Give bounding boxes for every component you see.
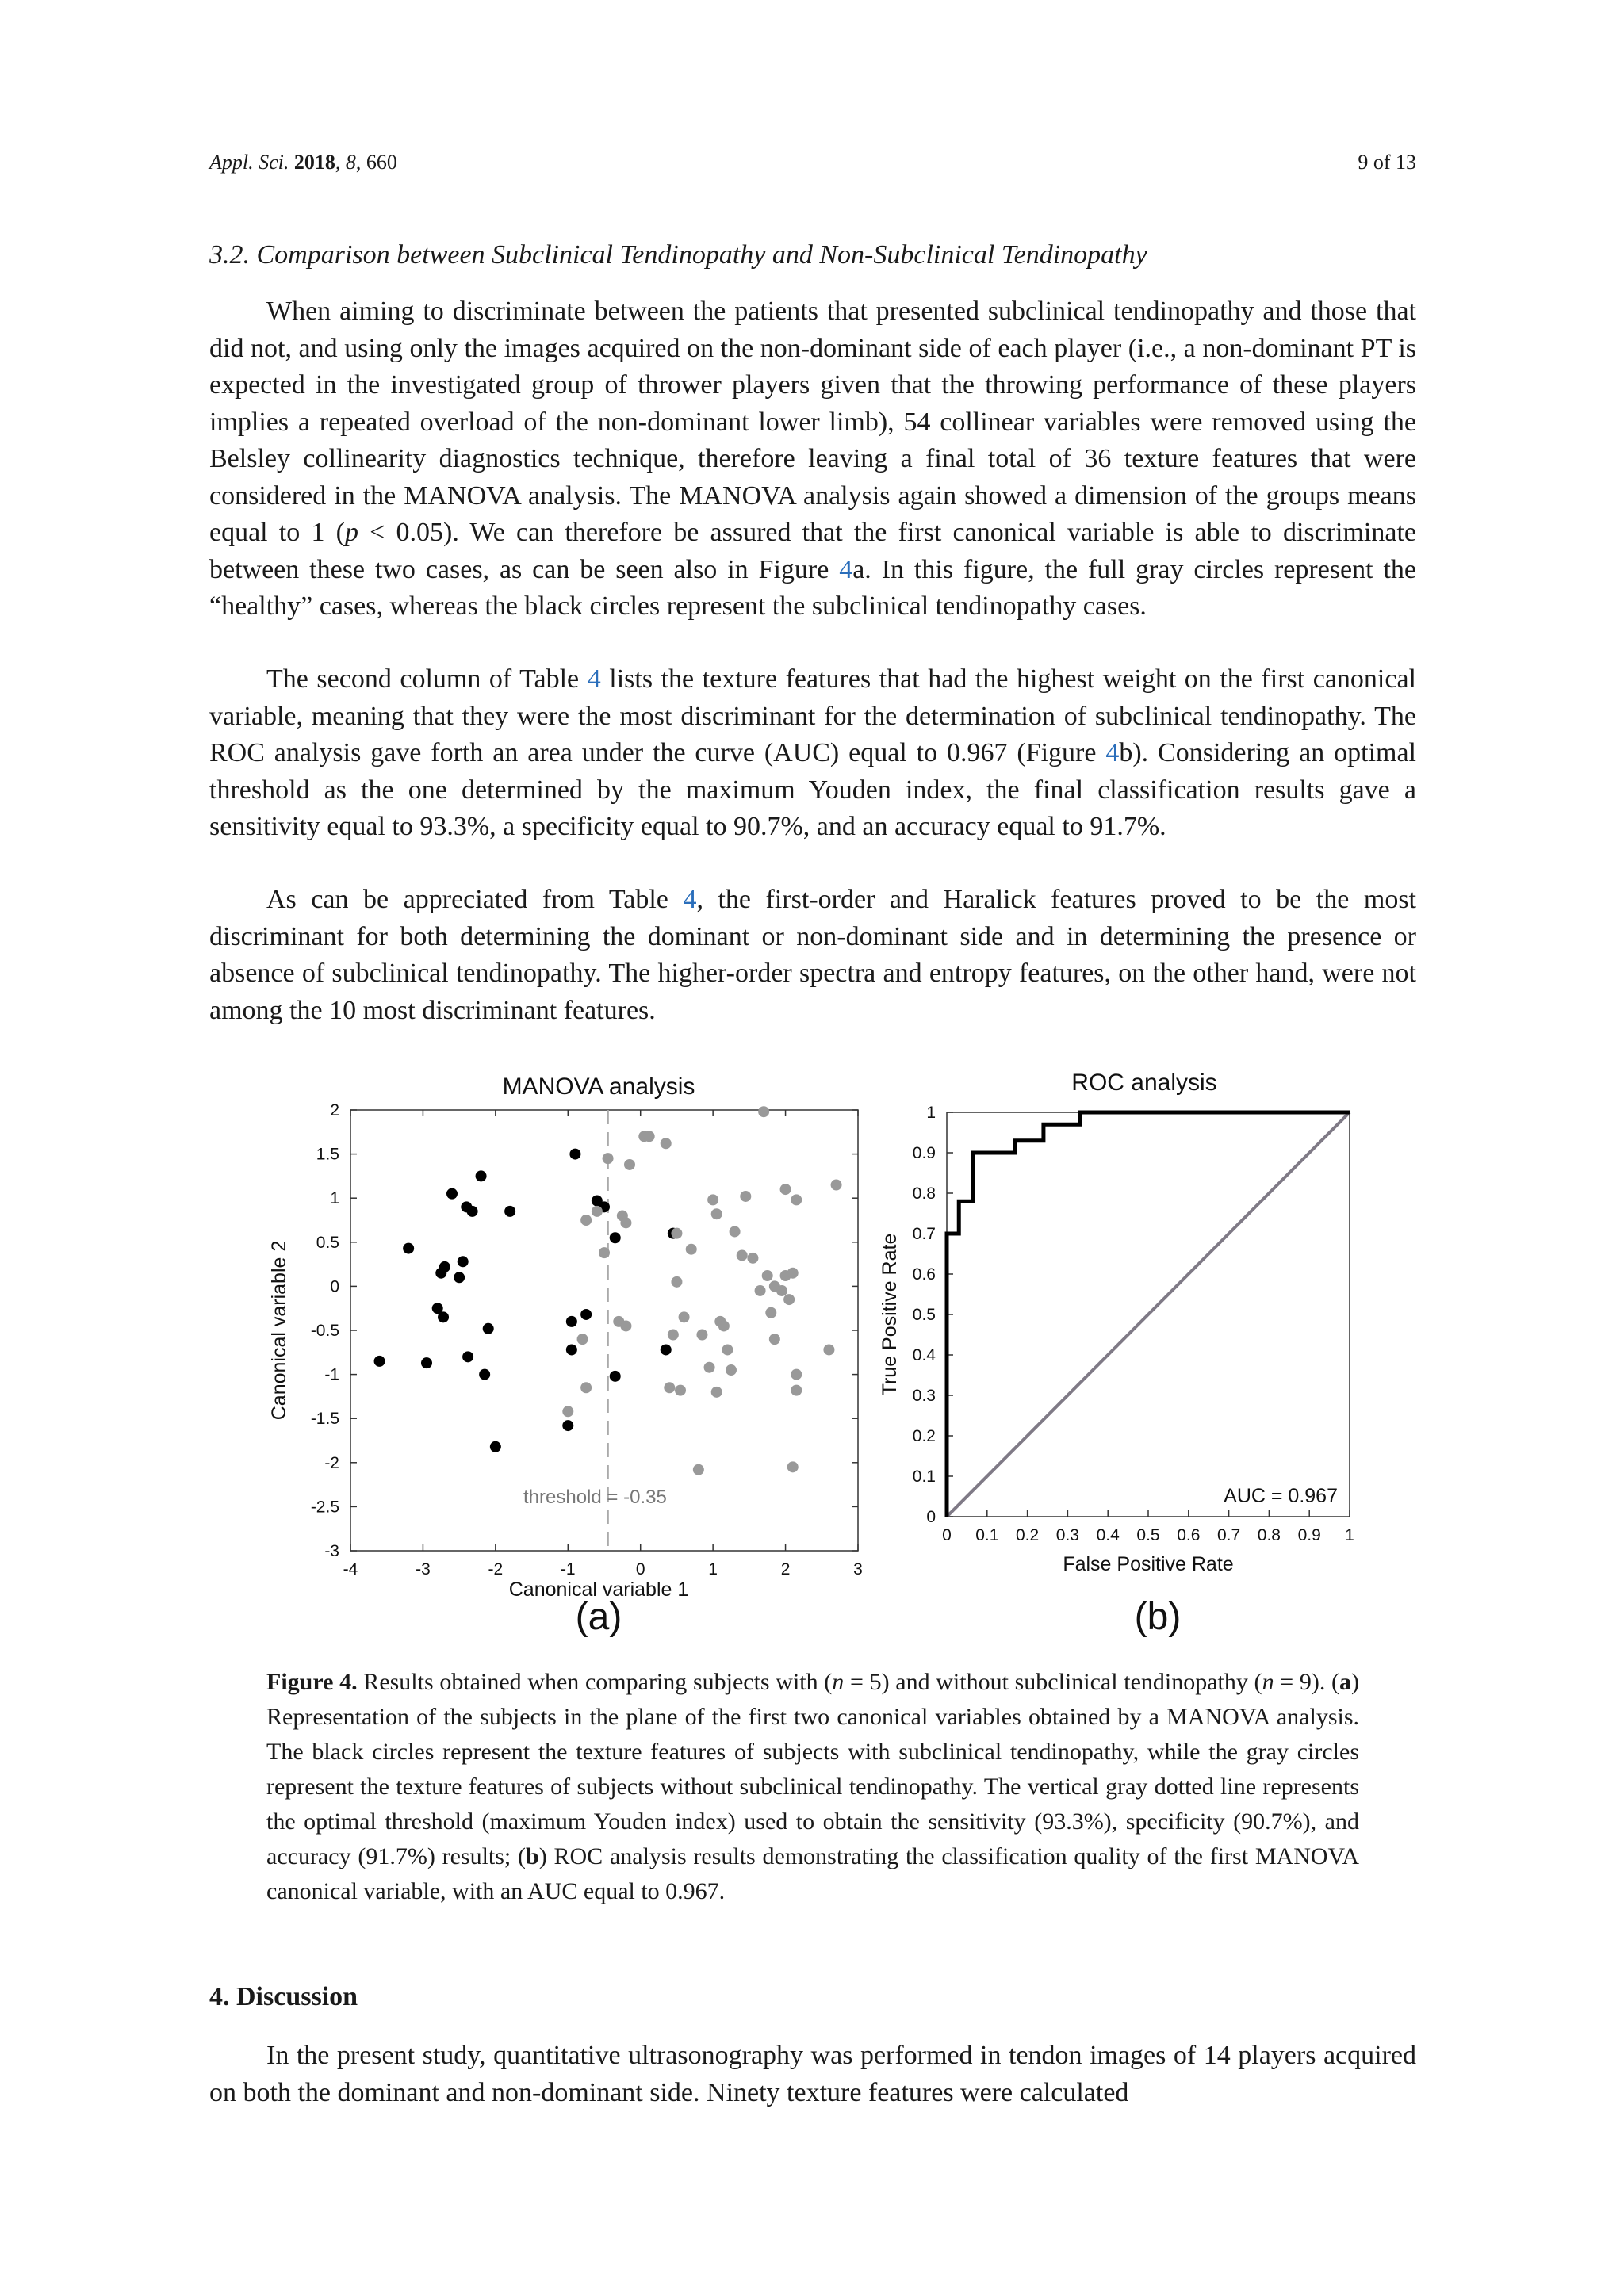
healthy-point (740, 1191, 751, 1202)
roc-title: ROC analysis (1071, 1070, 1217, 1096)
y-tick-label: -1.5 (310, 1410, 339, 1429)
y-tick-label: -1 (324, 1365, 339, 1384)
tendinopathy-point (458, 1256, 469, 1267)
roc-x-tick-label: 0.1 (975, 1526, 999, 1544)
tendinopathy-point (467, 1206, 478, 1217)
manova-axes-frame (350, 1110, 858, 1551)
paragraph-1 (209, 293, 1416, 626)
healthy-point (783, 1294, 795, 1305)
y-tick-label: -0.5 (310, 1322, 339, 1340)
caption-t1: Results obtained when comparing subjects with ( (357, 1669, 833, 1695)
tendinopathy-point (479, 1369, 490, 1380)
section-3-2-heading: 3.2. Comparison between Subclinical Tendinopathy and Non-Subclinical Tendinopathy (209, 240, 1147, 270)
p2-text-c: b). Considering an optimal threshold as the one determined by the maximum Youden index, the final classification results gave a sensitivity equal to 93.3%, a specificity equal to 90.7%, and an accuracy equal to 91.7%. (209, 738, 1417, 841)
x-tick-label: -1 (560, 1560, 576, 1578)
y-tick-label: -3 (324, 1542, 339, 1560)
roc-x-tick-label: 0.3 (1055, 1526, 1080, 1544)
healthy-point (686, 1244, 697, 1255)
healthy-point (603, 1153, 614, 1164)
x-tick-label: -2 (488, 1560, 504, 1578)
x-tick-label: 2 (780, 1560, 791, 1578)
y-tick-label: 0.5 (316, 1233, 339, 1252)
y-tick-label: 2 (330, 1101, 339, 1119)
healthy-point (707, 1194, 718, 1205)
journal-volume: 8 (345, 151, 356, 174)
article-number: 660 (366, 151, 397, 174)
healthy-point (769, 1334, 780, 1345)
roc-y-tick-label: 0.8 (912, 1184, 936, 1203)
healthy-point (726, 1364, 737, 1376)
running-header: Appl. Sci. 2018, 8, 660 9 of 13 (209, 151, 1416, 174)
page-number: 9 of 13 (1358, 151, 1416, 174)
auc-label: AUC = 0.967 (1224, 1485, 1338, 1507)
manova-x-ticks (343, 1110, 863, 1578)
p3-text-a: As can be appreciated from Table (266, 885, 684, 914)
journal-name: Appl. Sci. (209, 151, 289, 174)
healthy-point (644, 1131, 655, 1142)
p2-text-a: The second column of Table (266, 664, 588, 694)
healthy-point (787, 1461, 799, 1472)
caption-b: b (526, 1843, 539, 1869)
healthy-point (620, 1320, 631, 1331)
healthy-point (776, 1285, 787, 1296)
x-tick-label: -4 (343, 1560, 358, 1578)
roc-xlabel: False Positive Rate (1063, 1553, 1234, 1575)
roc-x-tick-label: 1 (1345, 1526, 1354, 1544)
healthy-point (671, 1228, 682, 1239)
healthy-point (693, 1464, 704, 1475)
p1-text-a: When aiming to discriminate between the patients that presented subclinical tendinopathy and those that did not, and using only the images acquired on the non-dominant side of each player (i.e., a non-dominant PT is expected in the investigated group of thrower players given that the throwing performance of these players implies a repeated overload of the non-dominant lower limb), 54 collinear variables were removed using the Belsley collinearity diagnostics technique, therefore leaving a final total of 36 texture features that were considered in the MANOVA analysis. The MANOVA analysis again showed a dimension of the groups means equal to 1 ( (209, 297, 1416, 547)
roc-y-tick-label: 0.1 (912, 1468, 936, 1486)
healthy-point (765, 1307, 776, 1318)
x-tick-label: -3 (416, 1560, 431, 1578)
healthy-point (718, 1320, 730, 1331)
roc-x-tick-label: 0.5 (1136, 1526, 1160, 1544)
healthy-point (661, 1138, 672, 1149)
tendinopathy-point (446, 1188, 458, 1200)
healthy-point (722, 1344, 733, 1355)
tendinopathy-point (566, 1316, 577, 1327)
tendinopathy-point (661, 1344, 672, 1355)
caption-t4: ) Representation of the subjects in the plane of the first two canonical variables obtained by a MANOVA analysis. The black circles represent the texture features of subjects with subclinical tendinopathy, while the gray circles represent the texture features of subjects without subclinical tendinopathy. The vertical gray dotted line represents the optimal threshold (maximum Youden index) used to obtain the sensitivity (93.3%), specificity (90.7%), and accuracy (91.7%) results; ( (266, 1669, 1360, 1869)
figure-4-link[interactable]: 4 (839, 554, 853, 584)
figure-4-caption (266, 1665, 1359, 1909)
roc-x-tick-label: 0.4 (1096, 1526, 1120, 1544)
roc-x-tick-label: 0.7 (1216, 1526, 1241, 1544)
roc-x-tick-label: 0.8 (1257, 1526, 1281, 1544)
roc-y-tick-label: 0.9 (912, 1144, 936, 1162)
healthy-point (747, 1253, 758, 1264)
roc-y-tick-label: 1 (926, 1104, 936, 1122)
healthy-point (592, 1206, 603, 1217)
roc-y-tick-label: 0 (926, 1508, 936, 1526)
manova-title: MANOVA analysis (502, 1073, 695, 1100)
tendinopathy-point (403, 1243, 414, 1254)
healthy-point (679, 1311, 690, 1322)
healthy-point (831, 1180, 842, 1191)
caption-a: a (1339, 1669, 1352, 1695)
p1-text-c: a. In this figure, the full gray circles represent the “healthy” cases, whereas the black circles represent the subclinical tendinopathy cases. (209, 554, 1417, 621)
healthy-point (730, 1226, 741, 1237)
healthy-point (577, 1334, 588, 1345)
healthy-point (711, 1208, 722, 1219)
healthy-point (711, 1387, 722, 1398)
y-tick-label: 1 (330, 1189, 339, 1208)
figure-4-svg (262, 1066, 1372, 1637)
roc-y-tick-label: 0.6 (912, 1265, 936, 1284)
tendinopathy-point (610, 1232, 621, 1243)
tendinopathy-point (610, 1371, 621, 1382)
roc-panel (879, 1070, 1354, 1637)
paragraph-4 (209, 2038, 1416, 2111)
healthy-point (664, 1382, 675, 1393)
healthy-point (696, 1330, 707, 1341)
healthy-point (737, 1249, 748, 1261)
roc-y-tick-label: 0.5 (912, 1306, 936, 1324)
journal-year: 2018 (293, 151, 335, 174)
y-tick-label: -2 (324, 1453, 339, 1472)
table-4-link[interactable]: 4 (683, 885, 697, 914)
healthy-point (780, 1184, 791, 1195)
healthy-point (580, 1382, 592, 1393)
healthy-point (758, 1106, 769, 1117)
caption-t2: = 5) and without subclinical tendinopathy ( (844, 1669, 1262, 1695)
figure-4-link[interactable]: 4 (1105, 738, 1120, 767)
healthy-point (675, 1385, 686, 1396)
x-tick-label: 3 (853, 1560, 863, 1578)
roc-y-tick-label: 0.3 (912, 1387, 936, 1405)
figure-4 (262, 1066, 1372, 1641)
roc-x-tick-label: 0.9 (1297, 1526, 1321, 1544)
caption-n1: n (832, 1669, 845, 1695)
x-tick-label: 1 (708, 1560, 718, 1578)
y-tick-label: 1.5 (316, 1145, 339, 1164)
tendinopathy-point (490, 1441, 501, 1452)
section-4-heading: 4. Discussion (209, 1982, 358, 2011)
x-tick-label: 0 (635, 1560, 645, 1578)
threshold-label: threshold = -0.35 (523, 1487, 667, 1508)
tendinopathy-point (439, 1261, 450, 1272)
p3-text-b: , the first-order and Haralick features proved to be the most discriminant for both determining the dominant or non-dominant side and in determining the presence or absence of subclinical tendinopathy. The higher-order spectra and entropy features, on the other hand, were not among the 10 most discriminant features. (209, 885, 1416, 1025)
manova-ylabel: Canonical variable 2 (268, 1240, 290, 1421)
tendinopathy-point (569, 1149, 580, 1160)
healthy-point (580, 1215, 592, 1226)
roc-y-tick-label: 0.7 (912, 1225, 936, 1243)
caption-n2: n (1262, 1669, 1274, 1695)
roc-chance-line (947, 1112, 1350, 1517)
roc-ylabel: True Positive Rate (879, 1233, 901, 1396)
tendinopathy-point (504, 1206, 515, 1217)
healthy-point (668, 1330, 679, 1341)
p-symbol: p (344, 518, 358, 547)
roc-x-tick-label: 0.6 (1177, 1526, 1201, 1544)
healthy-point (823, 1344, 834, 1355)
y-tick-label: 0 (330, 1277, 339, 1296)
roc-y-tick-label: 0.4 (912, 1346, 936, 1364)
p2-text-b: lists the texture features that had the highest weight on the first canonical variable, meaning that they were the most discriminant for the determination of subclinical tendinopathy. The ROC analysis gave forth an area under the curve (AUC) equal to 0.967 (Figure (209, 664, 1416, 767)
roc-x-ticks (942, 1510, 1354, 1544)
manova-xlabel: Canonical variable 1 (508, 1578, 689, 1601)
healthy-point (671, 1276, 682, 1288)
healthy-point (704, 1362, 715, 1373)
tendinopathy-point (476, 1170, 487, 1181)
healthy-point (787, 1268, 799, 1279)
caption-label: Figure 4. (266, 1669, 358, 1695)
tendinopathy-point (580, 1309, 592, 1320)
y-tick-label: -2.5 (310, 1498, 339, 1517)
healthy-point (762, 1270, 773, 1281)
roc-y-tick-label: 0.2 (912, 1427, 936, 1445)
tendinopathy-point (374, 1356, 385, 1367)
paragraph-2 (209, 661, 1416, 846)
healthy-point (624, 1159, 635, 1170)
p1-text-b: < 0.05). We can therefore be assured that the first canonical variable is able to discriminate between these two cases, as can be seen also in Figure (209, 518, 1416, 584)
tendinopathy-point (483, 1323, 494, 1334)
caption-t3: = 9). ( (1274, 1669, 1340, 1695)
tendinopathy-point (438, 1311, 449, 1322)
healthy-point (599, 1247, 610, 1258)
healthy-point (791, 1385, 802, 1396)
manova-panel (268, 1073, 863, 1637)
paragraph-3 (209, 882, 1416, 1029)
roc-x-tick-label: 0.2 (1015, 1526, 1040, 1544)
tendinopathy-point (566, 1344, 577, 1355)
tendinopathy-point (454, 1272, 465, 1283)
healthy-point (791, 1194, 802, 1205)
caption-t5: ) ROC analysis results demonstrating the classification quality of the first MANOVA canonical variable, with an AUC equal to 0.967. (266, 1843, 1359, 1904)
tendinopathy-point (462, 1351, 473, 1362)
tendinopathy-point (421, 1357, 432, 1368)
healthy-point (620, 1217, 631, 1228)
tendinopathy-point (562, 1420, 573, 1431)
panel-b-label: (b) (1134, 1596, 1182, 1637)
table-4-link[interactable]: 4 (587, 664, 601, 694)
healthy-point (755, 1285, 766, 1296)
healthy-point (791, 1369, 802, 1380)
roc-x-tick-label: 0 (942, 1526, 952, 1544)
panel-a-label: (a) (575, 1596, 622, 1637)
p4-text: In the present study, quantitative ultrasonography was performed in tendon images of 14 players acquired on both the dominant and non-dominant side. Ninety texture features were calculated (209, 2041, 1416, 2107)
healthy-point (562, 1406, 573, 1417)
